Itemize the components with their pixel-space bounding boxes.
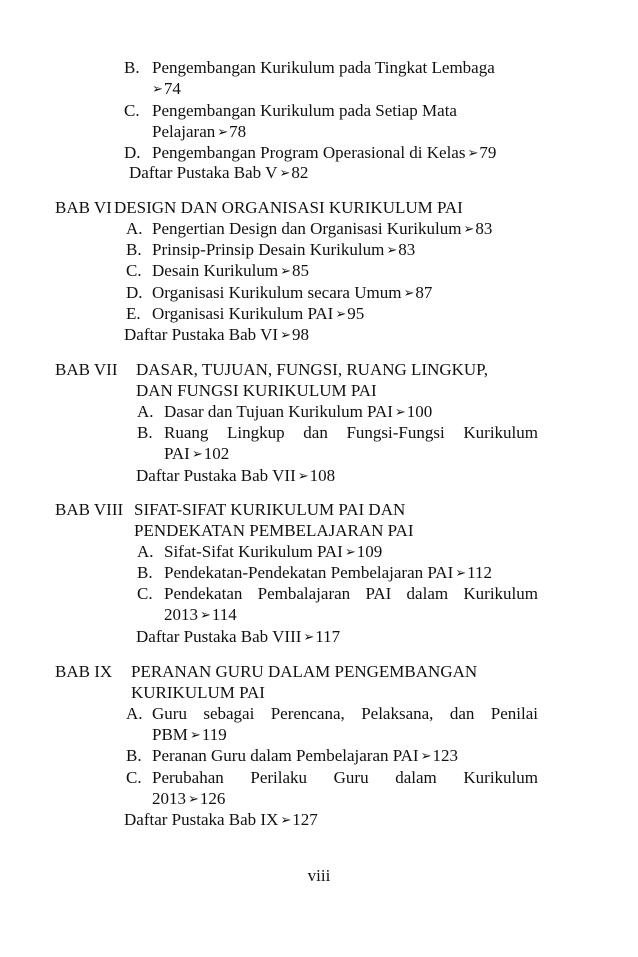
arrow-icon: ➢ [455,566,467,582]
item-letter: C. [137,584,153,604]
bibliography-label: Daftar Pustaka Bab VIII [136,626,302,646]
arrow-icon: ➢ [280,264,291,280]
toc-item [126,261,309,283]
toc-item [124,143,496,165]
item-page: 126 [199,788,226,808]
toc-item-continuation [152,725,227,747]
arrow-icon: ➢ [191,447,203,463]
arrow-icon: ➢ [344,545,356,560]
item-letter: A. [137,542,154,561]
bibliography-label: Daftar Pustaka Bab VI [124,325,279,344]
item-page: 95 [347,303,365,323]
chapter-title: SIFAT-SIFAT KURIKULUM PAI DAN [134,500,406,519]
bibliography-label: Daftar Pustaka Bab IX [124,810,279,829]
item-title: Peranan Guru dalam Pembelajaran PAI [152,746,419,766]
arrow-icon: ➢ [217,124,229,140]
toc-item-continuation [152,122,246,144]
arrow-icon: ➢ [386,243,398,259]
item-page: 79 [479,142,497,162]
item-letter: B. [137,563,153,583]
arrow-icon: ➢ [403,285,415,301]
bibliography-entry [136,466,335,488]
toc-item-continuation [164,605,237,627]
item-title: Guru sebagai Perencana, Pelaksana, dan Penilai [152,704,538,723]
bibliography-label: Daftar Pustaka Bab V [129,163,278,183]
item-letter: D. [126,282,143,302]
item-letter: A. [137,402,154,421]
chapter-title: DASAR, TUJUAN, FUNGSI, RUANG LINGKUP, [136,360,488,379]
chapter-title: DAN FUNGSI KURIKULUM PAI [136,381,377,400]
arrow-icon: ➢ [420,749,432,765]
item-letter: B. [126,746,142,766]
item-title: Organisasi Kurikulum PAI [152,303,334,323]
arrow-icon: ➢ [303,629,315,645]
toc-item [126,704,538,724]
chapter-title: PENDEKATAN PEMBELAJARAN PAI [134,521,414,540]
item-page: 119 [201,725,227,744]
item-page: 83 [398,240,416,260]
item-letter: C. [126,261,142,281]
item-letter: C. [126,767,142,787]
bibliography-label: Daftar Pustaka Bab VII [136,465,296,485]
item-title: Sifat-Sifat Kurikulum PAI [164,542,343,561]
bibliography-page: 82 [291,163,309,183]
arrow-icon: ➢ [463,222,475,237]
chapter-label: BAB VI [55,198,112,217]
arrow-icon: ➢ [188,791,199,807]
bibliography-entry [129,163,308,185]
arrow-icon: ➢ [200,608,211,624]
chapter-heading [55,360,488,380]
toc-item [126,746,458,768]
item-title: Pengembangan Program Operasional di Kelas [152,142,466,162]
toc-item [126,304,364,326]
chapter-label: BAB VIII [55,500,124,519]
toc-item [124,101,457,121]
toc-item [137,423,538,443]
chapter-title: PERANAN GURU DALAM PENGEMBANGAN [131,662,478,681]
item-title-wrap: 2013 [164,605,198,625]
toc-item [126,219,492,241]
chapter-heading [55,662,478,682]
arrow-icon: ➢ [280,813,292,828]
arrow-icon: ➢ [189,728,201,743]
chapter-title: KURIKULUM PAI [131,683,265,702]
item-page: 83 [475,219,493,238]
bibliography-page: 117 [315,626,341,646]
item-letter: C. [124,100,140,120]
toc-item [124,58,495,78]
toc-item [137,563,492,585]
item-page: 114 [211,605,237,625]
arrow-icon: ➢ [279,166,291,182]
toc-item-continuation [150,79,181,101]
arrow-icon: ➢ [335,306,347,322]
bibliography-page: 98 [291,325,309,344]
item-letter: B. [137,423,153,443]
chapter-title-continuation [136,381,377,401]
item-title: Perubahan Perilaku Guru dalam Kurikulum [152,767,538,787]
page-number: viii [307,866,331,885]
item-page: 87 [415,282,433,302]
chapter-heading [55,198,463,218]
item-title: Desain Kurikulum [152,261,279,281]
arrow-icon: ➢ [394,405,406,420]
toc-item [137,584,538,604]
item-title: Dasar dan Tujuan Kurikulum PAI [164,402,393,421]
item-page: 74 [163,79,181,98]
chapter-label: BAB VII [55,360,118,379]
item-title: Ruang Lingkup dan Fungsi-Fungsi Kurikulum [164,423,538,443]
arrow-icon: ➢ [467,145,479,161]
toc-item-continuation [152,789,225,811]
item-title: Organisasi Kurikulum secara Umum [152,282,402,302]
item-letter: E. [126,303,141,323]
item-page: 109 [356,542,383,561]
item-page: 100 [406,402,433,421]
chapter-label: BAB IX [55,662,113,681]
item-letter: A. [126,704,143,723]
item-title: Pendekatan-Pendekatan Pembelajaran PAI [164,563,454,583]
bibliography-page: 127 [292,810,318,829]
item-letter: D. [124,142,141,162]
bibliography-entry [124,810,318,832]
toc-item [137,402,432,424]
chapter-title-continuation [131,683,265,703]
toc-item [126,768,538,788]
chapter-heading [55,500,406,520]
bibliography-entry [136,627,340,649]
item-title: Pengembangan Kurikulum pada Setiap Mata [152,100,457,120]
item-title: Pendekatan Pembalajaran PAI dalam Kurikulum [164,584,538,604]
bibliography-page: 108 [309,465,336,485]
item-title-wrap: 2013 [152,788,186,808]
item-title: Pengembangan Kurikulum pada Tingkat Lembaga [152,58,495,77]
toc-item [137,542,382,564]
item-page: 78 [229,121,247,141]
chapter-title-continuation [134,521,413,541]
item-page: 102 [203,444,230,464]
chapter-title: DESIGN DAN ORGANISASI KURIKULUM PAI [114,198,463,217]
item-title: Pengertian Design dan Organisasi Kurikulum [152,219,462,238]
item-letter: B. [126,240,142,260]
item-title: Prinsip-Prinsip Desain Kurikulum [152,240,385,260]
item-page: 123 [432,746,458,766]
item-page: 85 [291,261,309,281]
item-title-wrap: PBM [152,725,188,744]
item-title-wrap: Pelajaran [152,121,216,141]
item-page: 112 [467,563,493,583]
item-title-wrap: PAI [164,444,190,464]
toc-item [126,283,432,305]
arrow-icon: ➢ [297,468,309,484]
arrow-icon: ➢ [152,82,163,97]
item-letter: A. [126,219,143,238]
arrow-icon: ➢ [280,328,291,343]
toc-item [126,240,415,262]
bibliography-entry [124,325,309,347]
item-letter: B. [124,58,140,77]
toc-item-continuation [164,444,229,466]
